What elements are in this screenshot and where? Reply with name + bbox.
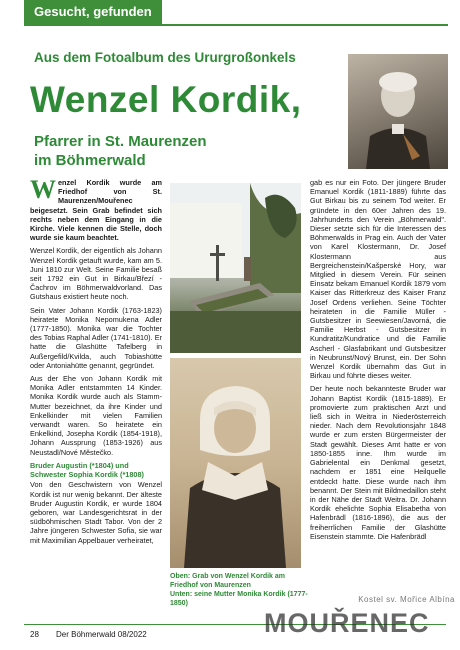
portrait-figure-icon	[348, 54, 448, 169]
article-lead: enzel Kordik wurde am Friedhof von St. Maurenzen/Mouřenec beigesetzt. Sein Grab befindet sich rechts neben dem Eingang in die Kirche. Viele kennen die Stelle, doch wurde sie kaum beachtet.	[30, 178, 162, 243]
article-column-left	[30, 175, 162, 549]
paragraph: Sein Vater Johann Kordik (1763-1823) heiratete Monika Nepomukena Adler (1777-1850). Monika war die Tochter des Tobias Raphal Adler (1741-1810). Er hatte die Glashütte Tafelberg in Außergefild/Kvilda, auch Tobiashütte oder Antoniahütte genannt, gegründet.	[30, 305, 162, 370]
dropcap: W	[30, 175, 56, 204]
subhead	[34, 132, 284, 170]
subtitle-line-2: Schwester Sophia Kordik (*1808)	[30, 470, 144, 480]
magazine-issue: Der Böhmerwald 08/2022	[56, 630, 147, 639]
paragraph: Aus der Ehe von Johann Kordik mit Monika Adler entstammten 14 Kinder. Monika Kordik wurde auch als Stamm-Mutter bezeichnet, da ihre Kinder und Enkelkinder mit vielen Familien verwandt waren. So heiratete ein Enkelkind, Josepha Kordik (1854-1918), Johann Aussprung (1853-1926) aus Neustadl/Nové Městečko.	[30, 374, 162, 457]
subhead-line-2: im Böhmerwald	[34, 152, 146, 169]
photo-caption	[170, 572, 308, 608]
headline: Wenzel Kordik,	[30, 79, 302, 120]
caption-line-1: Oben: Grab von Wenzel Kordik am Friedhof von Maurenzen	[170, 573, 286, 589]
section-tab: Gesucht, gefunden	[24, 0, 162, 24]
paragraph: Von den Geschwistern von Wenzel Kordik ist nur wenig bekannt. Der älteste Bruder Augustin Kordik, er wurde 1804 geboren, war Landesgerichtsrat in der südböhmischen Stadt Tabor. Von der 2 Jahre jüngeren Schwester Sofia, sie war mit Maximilian Appelbauer verheiratet,	[30, 480, 162, 545]
paragraph: Der heute noch bekannteste Bruder war Johann Baptist Kordik (1815-1889). Er promovierte zum praktischen Arzt und ließ sich in Weitra in Niederösterreich nieder. Nach dem Revolutionsjahr 1848 wurde er zum ersten Bürgermeister der Stadt gewählt. Dieses Amt hatte er von 1850-1855 inne. Ihm wurde im Gabrielental ein Denkmal gesetzt, nachdem er 1851 eine Heilquelle entdeckt hatte. Diese wurde nach ihm benannt. Der Stein mit Bildmedaillon steht in der Nähe der Stadt Weitra. Dr. Johann Kordik ehelichte Sophia Elisabetha von Hafenbrädl (1816-1896), die aus der freiherrlichen Familie der Glashütte Eisenstein stammte. Die Hafenbrädl	[310, 384, 446, 541]
subtitle-line-1: Bruder Augustin (*1804) und	[30, 460, 129, 470]
photo-monika-kordik	[170, 358, 301, 568]
caption-line-2: Unten: seine Mutter Monika Kordik (1777-1850)	[170, 591, 308, 607]
page-number: 28	[30, 630, 39, 639]
portrait-woman-icon	[170, 358, 301, 568]
grave-scene-icon	[170, 183, 301, 353]
watermark-subtitle: Kostel sv. Mořice Albína	[358, 595, 455, 604]
section-subtitle	[30, 461, 162, 479]
article-column-right	[310, 178, 446, 545]
subhead-line-1: Pfarrer in St. Maurenzen	[34, 133, 207, 150]
watermark-logo: MOUŘENEC	[264, 608, 430, 638]
photo-grave	[170, 183, 301, 353]
kicker: Aus dem Fotoalbum des Ururgroßonkels	[34, 50, 296, 65]
paragraph: gab es nur ein Foto. Der jüngere Bruder Emanuel Kordik (1811-1889) führte das Gut Birkau bis zu seinem Tod weiter. Er gründete in den 60er Jahren des 19. Jahrhunderts den Verein „Böhmerwald". Dieser setzte sich für die Interessen des Böhmerwalds in Prag ein. Auch der Vater von Karel Klostermann, Dr. Josef Klostermann aus Bergreichenstein/Kašperské Hory, war Mitglied in diesem Verein. Für seinen Einsatz bekam Emanuel Kordik 1879 vom Kaiser das Ritterkreuz des Kaiser Franz Josef Ordens verliehen. Seine Töchter heirateten in die Familie Müller - Gutsbesitzer in Seewiesen/Javorná, die Familie Herbst - Gutsbesitzer in Kundratitz/Kundratice und die Familie Ascherl - Glasfabrikant und Gutsbesitzer in Neubrunst/Nový Brunst, ein. Der Sohn Wenzel Kordik übernahm das Gut in Birkau und führte dieses weiter.	[310, 178, 446, 381]
portrait-wenzel-kordik	[348, 54, 448, 169]
top-rule	[24, 24, 448, 26]
paragraph: Wenzel Kordik, der eigentlich als Johann Wenzel Kordik getauft wurde, kam am 5. Juni 1810 zur Welt. Seine Familie besaß seit 1792 ein Gut in Birkau/Březí - Čachrov im Böhmerwaldvorland. Das Gutshaus existiert heute noch.	[30, 246, 162, 302]
